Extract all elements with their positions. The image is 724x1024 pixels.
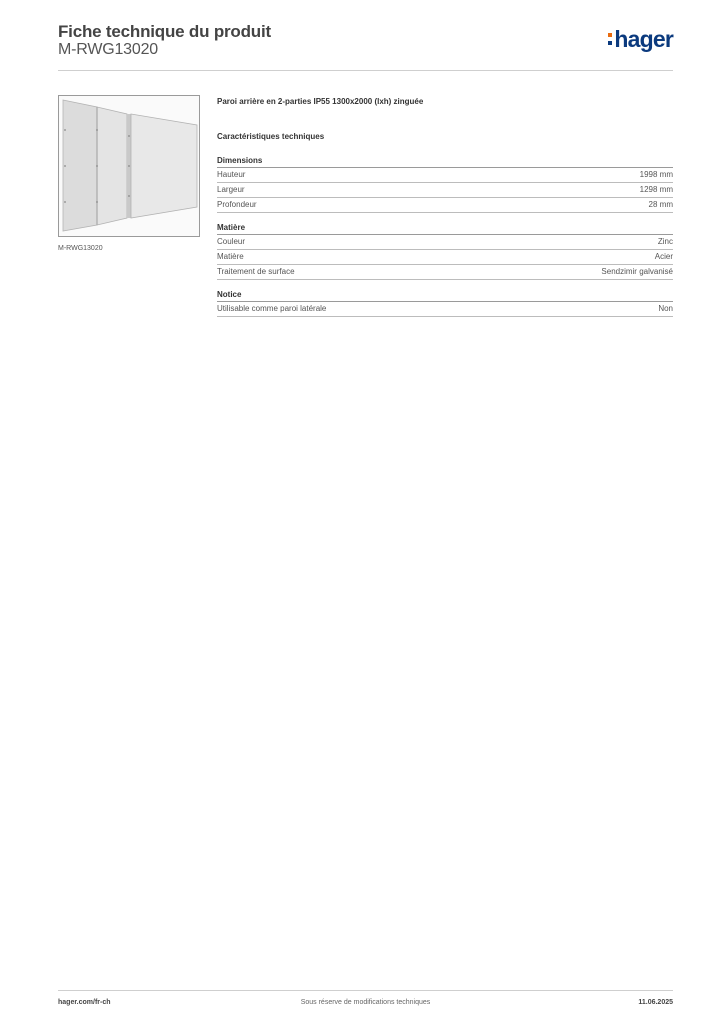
spec-value: Acier	[654, 252, 673, 261]
spec-row	[217, 183, 673, 198]
spec-label: Utilisable comme paroi latérale	[217, 304, 327, 313]
page-header	[58, 22, 673, 71]
spec-label: Traitement de surface	[217, 267, 295, 276]
spec-row	[217, 168, 673, 183]
spec-value: Zinc	[657, 237, 673, 246]
product-details	[217, 95, 673, 317]
product-image	[58, 95, 200, 237]
spec-value: Sendzimir galvanisé	[601, 267, 673, 276]
hager-logo	[608, 26, 673, 52]
rear-panel-illustration	[59, 96, 199, 236]
spec-label: Hauteur	[217, 170, 246, 179]
spec-group	[217, 221, 673, 280]
spec-group-title: Matière	[217, 221, 673, 235]
spec-row	[217, 250, 673, 265]
spec-value: 1298 mm	[639, 185, 673, 194]
spec-row	[217, 302, 673, 317]
footer-note: Sous réserve de modifications techniques	[300, 999, 431, 1006]
spec-group-title: Dimensions	[217, 154, 673, 168]
spec-label: Couleur	[217, 237, 246, 246]
spec-row	[217, 265, 673, 280]
product-image-caption: M-RWG13020	[58, 245, 103, 252]
page-title: Fiche technique du produit	[58, 22, 271, 41]
spec-groups	[217, 154, 673, 317]
spec-row	[217, 198, 673, 213]
product-description: Paroi arrière en 2-parties IP55 1300x2000 (lxh) zinguée	[217, 97, 424, 106]
spec-value: 28 mm	[648, 200, 673, 209]
footer-date: 11.06.2025	[638, 999, 673, 1006]
spec-row	[217, 235, 673, 250]
footer-link[interactable]: hager.com/fr-ch	[58, 999, 111, 1006]
logo-dots-icon	[608, 28, 612, 50]
specs-heading: Caractéristiques techniques	[217, 132, 325, 141]
spec-value: Non	[658, 304, 673, 313]
page-footer	[58, 990, 673, 1011]
spec-group	[217, 288, 673, 317]
spec-label: Matière	[217, 252, 244, 261]
spec-label: Profondeur	[217, 200, 257, 209]
spec-value: 1998 mm	[639, 170, 673, 179]
spec-label: Largeur	[217, 185, 245, 194]
product-reference: M-RWG13020	[58, 41, 158, 58]
logo-text: hager	[614, 25, 673, 52]
spec-group-title: Notice	[217, 288, 673, 302]
spec-group	[217, 154, 673, 213]
